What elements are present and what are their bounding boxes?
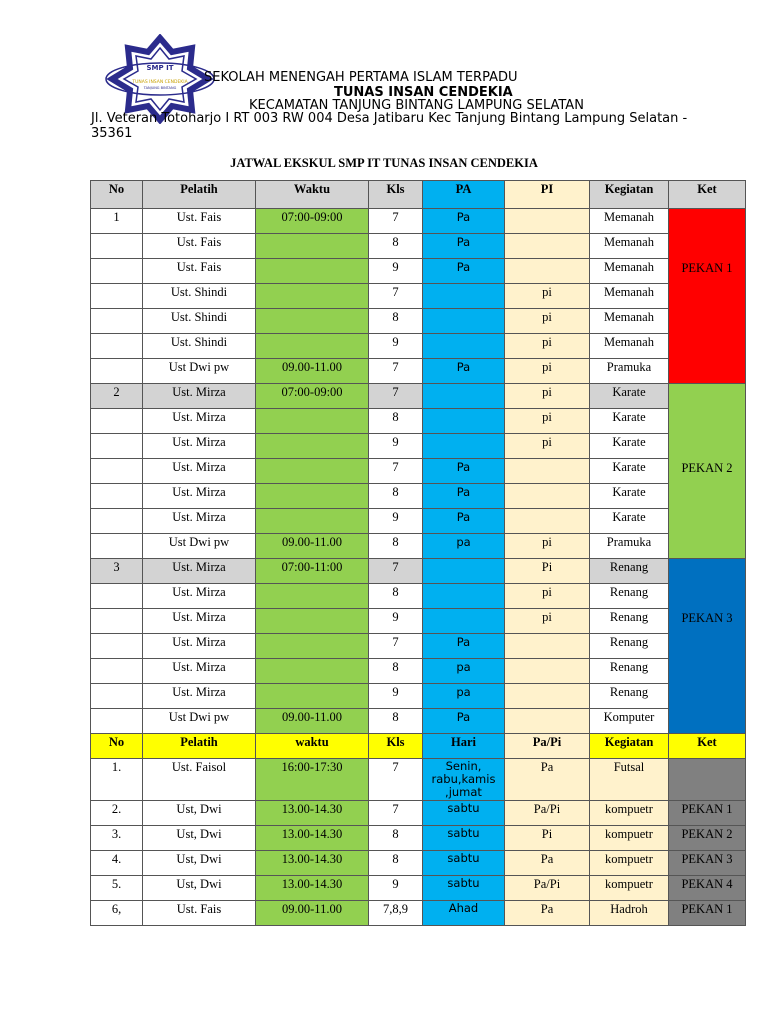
extra-schedule-body (91, 734, 746, 759)
cell-no (91, 459, 143, 484)
cell-ket: PEKAN 1 (669, 901, 746, 926)
table-row (91, 584, 746, 609)
school-address: Jl. Veteran Totoharjo I RT 003 RW 004 Desa Jatibaru Kec Tanjung Bintang Lampung Selatan - 35361 (91, 111, 688, 141)
cell-kegiatan: Pramuka (590, 534, 669, 559)
table-row (91, 409, 746, 434)
cell-pelatih: Ust. Mirza (143, 634, 256, 659)
cell-pa (423, 409, 505, 434)
cell-pelatih: Ust. Mirza (143, 384, 256, 409)
header-kegiatan: Kegiatan (590, 181, 669, 209)
cell-kegiatan: Karate (590, 434, 669, 459)
cell-pi: pi (505, 584, 590, 609)
cell-pa: Pa (423, 209, 505, 234)
cell-waktu: 13.00-14.30 (256, 801, 369, 826)
schedule-body (91, 209, 746, 734)
cell-pa: pa (423, 684, 505, 709)
cell-pa: pa (423, 659, 505, 684)
table-row (91, 234, 746, 259)
cell-kegiatan: Memanah (590, 209, 669, 234)
cell-hari: sabtu (423, 876, 505, 901)
cell-pelatih: Ust. Mirza (143, 484, 256, 509)
cell-pi (505, 459, 590, 484)
cell-kegiatan: Pramuka (590, 359, 669, 384)
cell-pelatih: Ust. Mirza (143, 434, 256, 459)
cell-pi: pi (505, 434, 590, 459)
cell-kls: 9 (369, 609, 423, 634)
header2-ket: Ket (669, 734, 746, 759)
cell-kls: 8 (369, 851, 423, 876)
cell-waktu (256, 334, 369, 359)
cell-pa: Pa (423, 259, 505, 284)
cell-kegiatan: Renang (590, 684, 669, 709)
cell-no (91, 234, 143, 259)
cell-no (91, 284, 143, 309)
cell-no: 1. (91, 759, 143, 801)
table-row (91, 459, 746, 484)
cell-papi: Pa (505, 759, 590, 801)
cell-pelatih: Ust. Shindi (143, 334, 256, 359)
cell-kegiatan: Memanah (590, 234, 669, 259)
cell-pa: Pa (423, 509, 505, 534)
cell-pelatih: Ust, Dwi (143, 851, 256, 876)
cell-waktu (256, 409, 369, 434)
cell-kls: 9 (369, 434, 423, 459)
header-pi: PI (505, 181, 590, 209)
cell-waktu (256, 509, 369, 534)
cell-kegiatan: kompuetr (590, 826, 669, 851)
cell-papi: Pi (505, 826, 590, 851)
cell-pelatih: Ust Dwi pw (143, 709, 256, 734)
cell-no (91, 409, 143, 434)
school-name-heading: TUNAS INSAN CENDEKIA (334, 85, 513, 100)
header-pelatih: Pelatih (143, 181, 256, 209)
cell-kls: 9 (369, 684, 423, 709)
table-header-row (91, 181, 746, 209)
cell-pelatih: Ust. Mirza (143, 459, 256, 484)
cell-waktu: 13.00-14.30 (256, 876, 369, 901)
cell-waktu (256, 259, 369, 284)
header2-hari: Hari (423, 734, 505, 759)
table-row (91, 359, 746, 384)
cell-papi: Pa (505, 851, 590, 876)
cell-kls: 9 (369, 509, 423, 534)
cell-kls: 8 (369, 409, 423, 434)
cell-kegiatan: Karate (590, 509, 669, 534)
cell-kegiatan: Karate (590, 459, 669, 484)
cell-pelatih: Ust. Shindi (143, 284, 256, 309)
cell-ket: PEKAN 3 (669, 851, 746, 876)
table-row (91, 484, 746, 509)
cell-kegiatan: Hadroh (590, 901, 669, 926)
cell-pa (423, 434, 505, 459)
cell-no (91, 484, 143, 509)
cell-kls: 7,8,9 (369, 901, 423, 926)
cell-pa: Pa (423, 459, 505, 484)
cell-pi: pi (505, 359, 590, 384)
cell-kegiatan: Renang (590, 634, 669, 659)
cell-pa: Pa (423, 484, 505, 509)
cell-kls: 7 (369, 801, 423, 826)
cell-waktu (256, 634, 369, 659)
cell-kls: 7 (369, 284, 423, 309)
cell-waktu: 09.00-11.00 (256, 534, 369, 559)
cell-pa: Pa (423, 634, 505, 659)
cell-kegiatan: Renang (590, 659, 669, 684)
table-row (91, 901, 746, 926)
cell-pelatih: Ust. Fais (143, 209, 256, 234)
cell-pi (505, 634, 590, 659)
cell-ket: PEKAN 1 (669, 801, 746, 826)
page-title: JATWAL EKSKUL SMP IT TUNAS INSAN CENDEKIA (230, 156, 538, 170)
table-row (91, 709, 746, 734)
cell-kls: 9 (369, 876, 423, 901)
cell-pi (505, 709, 590, 734)
cell-kls: 7 (369, 459, 423, 484)
cell-waktu: 09.00-11.00 (256, 709, 369, 734)
cell-kegiatan: kompuetr (590, 801, 669, 826)
cell-waktu (256, 659, 369, 684)
table-row (91, 209, 746, 234)
cell-pelatih: Ust. Mirza (143, 659, 256, 684)
cell-pa: Pa (423, 709, 505, 734)
cell-pi: pi (505, 309, 590, 334)
cell-kls: 8 (369, 534, 423, 559)
table-row (91, 334, 746, 359)
cell-pelatih: Ust, Dwi (143, 801, 256, 826)
cell-no (91, 634, 143, 659)
table-row (91, 684, 746, 709)
cell-kls: 8 (369, 484, 423, 509)
cell-waktu (256, 434, 369, 459)
table-row (91, 659, 746, 684)
cell-pelatih: Ust. Mirza (143, 509, 256, 534)
table-row (91, 609, 746, 634)
table-row (91, 309, 746, 334)
table-row (91, 509, 746, 534)
ket-label: PEKAN 3 (681, 611, 733, 625)
table-row (91, 534, 746, 559)
cell-pi (505, 659, 590, 684)
cell-no: 2 (91, 384, 143, 409)
cell-pi (505, 684, 590, 709)
ket-label: PEKAN 1 (681, 261, 733, 275)
cell-papi: Pa/Pi (505, 876, 590, 901)
table-row (91, 759, 746, 801)
cell-no (91, 584, 143, 609)
cell-kegiatan: kompuetr (590, 876, 669, 901)
cell-kls: 7 (369, 359, 423, 384)
cell-pelatih: Ust. Fais (143, 234, 256, 259)
header-kls: Kls (369, 181, 423, 209)
table-row (91, 559, 746, 584)
cell-pa (423, 284, 505, 309)
cell-no (91, 309, 143, 334)
header2-kegiatan: Kegiatan (590, 734, 669, 759)
cell-no (91, 709, 143, 734)
logo-text-3: TANJUNG BINTANG (143, 86, 177, 90)
cell-no (91, 534, 143, 559)
cell-ket (669, 759, 746, 801)
cell-pelatih: Ust. Mirza (143, 684, 256, 709)
cell-waktu: 16:00-17:30 (256, 759, 369, 801)
cell-waktu (256, 284, 369, 309)
cell-waktu (256, 484, 369, 509)
cell-pelatih: Ust. Fais (143, 901, 256, 926)
cell-kegiatan: Futsal (590, 759, 669, 801)
cell-hari: sabtu (423, 826, 505, 851)
cell-hari: sabtu (423, 801, 505, 826)
table-row (91, 801, 746, 826)
cell-pa (423, 559, 505, 584)
cell-pelatih: Ust. Mirza (143, 559, 256, 584)
cell-no: 6, (91, 901, 143, 926)
cell-no: 5. (91, 876, 143, 901)
cell-pa: Pa (423, 234, 505, 259)
cell-pa: Pa (423, 359, 505, 384)
cell-kls: 8 (369, 826, 423, 851)
header-pa: PA (423, 181, 505, 209)
header2-waktu: waktu (256, 734, 369, 759)
cell-kls: 7 (369, 559, 423, 584)
cell-pa: pa (423, 534, 505, 559)
cell-no (91, 334, 143, 359)
cell-kls: 8 (369, 709, 423, 734)
logo-text-1: SMP IT (146, 64, 174, 72)
cell-kegiatan: Karate (590, 384, 669, 409)
cell-pi: pi (505, 534, 590, 559)
cell-pi: pi (505, 284, 590, 309)
table-header-row-2 (91, 734, 746, 759)
cell-waktu (256, 684, 369, 709)
cell-kls: 8 (369, 659, 423, 684)
cell-ket (669, 559, 746, 734)
cell-waktu (256, 459, 369, 484)
header2-kls: Kls (369, 734, 423, 759)
header2-no: No (91, 734, 143, 759)
cell-kegiatan: Memanah (590, 334, 669, 359)
cell-pelatih: Ust, Dwi (143, 876, 256, 901)
cell-ket (669, 384, 746, 559)
cell-pi (505, 509, 590, 534)
cell-no (91, 359, 143, 384)
cell-pi: Pi (505, 559, 590, 584)
cell-waktu: 07:00-09:00 (256, 384, 369, 409)
cell-pelatih: Ust. Mirza (143, 584, 256, 609)
cell-waktu (256, 234, 369, 259)
cell-pi (505, 234, 590, 259)
schedule-table (90, 180, 746, 926)
cell-kls: 8 (369, 309, 423, 334)
table-row (91, 876, 746, 901)
cell-waktu: 07:00-11:00 (256, 559, 369, 584)
cell-pa (423, 384, 505, 409)
cell-pi: pi (505, 409, 590, 434)
cell-no: 1 (91, 209, 143, 234)
cell-pelatih: Ust. Mirza (143, 409, 256, 434)
cell-kls: 9 (369, 334, 423, 359)
cell-kegiatan: Memanah (590, 309, 669, 334)
cell-kls: 7 (369, 759, 423, 801)
cell-papi: Pa (505, 901, 590, 926)
cell-waktu (256, 309, 369, 334)
cell-kls: 7 (369, 384, 423, 409)
logo-star-icon (106, 38, 214, 120)
extra-schedule-rows (91, 759, 746, 926)
cell-no: 3. (91, 826, 143, 851)
cell-kegiatan: Karate (590, 409, 669, 434)
cell-ket: PEKAN 4 (669, 876, 746, 901)
cell-kls: 7 (369, 209, 423, 234)
table-row (91, 851, 746, 876)
table-row (91, 259, 746, 284)
header-ket: Ket (669, 181, 746, 209)
cell-kegiatan: kompuetr (590, 851, 669, 876)
table-row (91, 634, 746, 659)
header-waktu: Waktu (256, 181, 369, 209)
school-type-heading: SEKOLAH MENENGAH PERTAMA ISLAM TERPADU (204, 70, 518, 85)
cell-no (91, 609, 143, 634)
cell-pi: pi (505, 334, 590, 359)
cell-pelatih: Ust Dwi pw (143, 534, 256, 559)
cell-waktu: 13.00-14.30 (256, 826, 369, 851)
cell-hari: Ahad (423, 901, 505, 926)
header-no: No (91, 181, 143, 209)
cell-no (91, 659, 143, 684)
cell-waktu: 09.00-11.00 (256, 359, 369, 384)
cell-kls: 8 (369, 584, 423, 609)
cell-pelatih: Ust Dwi pw (143, 359, 256, 384)
cell-kls: 9 (369, 259, 423, 284)
cell-kegiatan: Memanah (590, 259, 669, 284)
table-row (91, 284, 746, 309)
cell-no (91, 259, 143, 284)
cell-waktu (256, 584, 369, 609)
cell-pelatih: Ust. Shindi (143, 309, 256, 334)
cell-pi (505, 259, 590, 284)
cell-kegiatan: Komputer (590, 709, 669, 734)
cell-no: 4. (91, 851, 143, 876)
cell-no (91, 684, 143, 709)
logo-text-2: TUNAS INSAN CENDEKIA (132, 80, 188, 85)
cell-pa (423, 584, 505, 609)
table-row (91, 826, 746, 851)
cell-kls: 7 (369, 634, 423, 659)
cell-kegiatan: Karate (590, 484, 669, 509)
cell-hari: Senin, rabu,kamis ,jumat (423, 759, 505, 801)
cell-no: 3 (91, 559, 143, 584)
ket-label: PEKAN 2 (681, 461, 733, 475)
header2-pelatih: Pelatih (143, 734, 256, 759)
cell-pelatih: Ust, Dwi (143, 826, 256, 851)
cell-kegiatan: Renang (590, 559, 669, 584)
cell-waktu: 13.00-14.30 (256, 851, 369, 876)
cell-pelatih: Ust. Mirza (143, 609, 256, 634)
cell-waktu (256, 609, 369, 634)
header2-papi: Pa/Pi (505, 734, 590, 759)
cell-pelatih: Ust. Fais (143, 259, 256, 284)
cell-pi (505, 484, 590, 509)
cell-hari: sabtu (423, 851, 505, 876)
cell-pa (423, 334, 505, 359)
cell-papi: Pa/Pi (505, 801, 590, 826)
cell-ket (669, 209, 746, 384)
cell-pi: pi (505, 609, 590, 634)
cell-ket: PEKAN 2 (669, 826, 746, 851)
district-heading: KECAMATAN TANJUNG BINTANG LAMPUNG SELATAN (249, 98, 584, 113)
cell-waktu: 09.00-11.00 (256, 901, 369, 926)
cell-no: 2. (91, 801, 143, 826)
cell-waktu: 07:00-09:00 (256, 209, 369, 234)
cell-pi: pi (505, 384, 590, 409)
cell-kls: 8 (369, 234, 423, 259)
cell-no (91, 509, 143, 534)
cell-no (91, 434, 143, 459)
cell-kegiatan: Renang (590, 609, 669, 634)
cell-pa (423, 609, 505, 634)
table-row (91, 384, 746, 409)
cell-pa (423, 309, 505, 334)
cell-kegiatan: Renang (590, 584, 669, 609)
table-row (91, 434, 746, 459)
cell-kegiatan: Memanah (590, 284, 669, 309)
cell-pi (505, 209, 590, 234)
cell-pelatih: Ust. Faisol (143, 759, 256, 801)
